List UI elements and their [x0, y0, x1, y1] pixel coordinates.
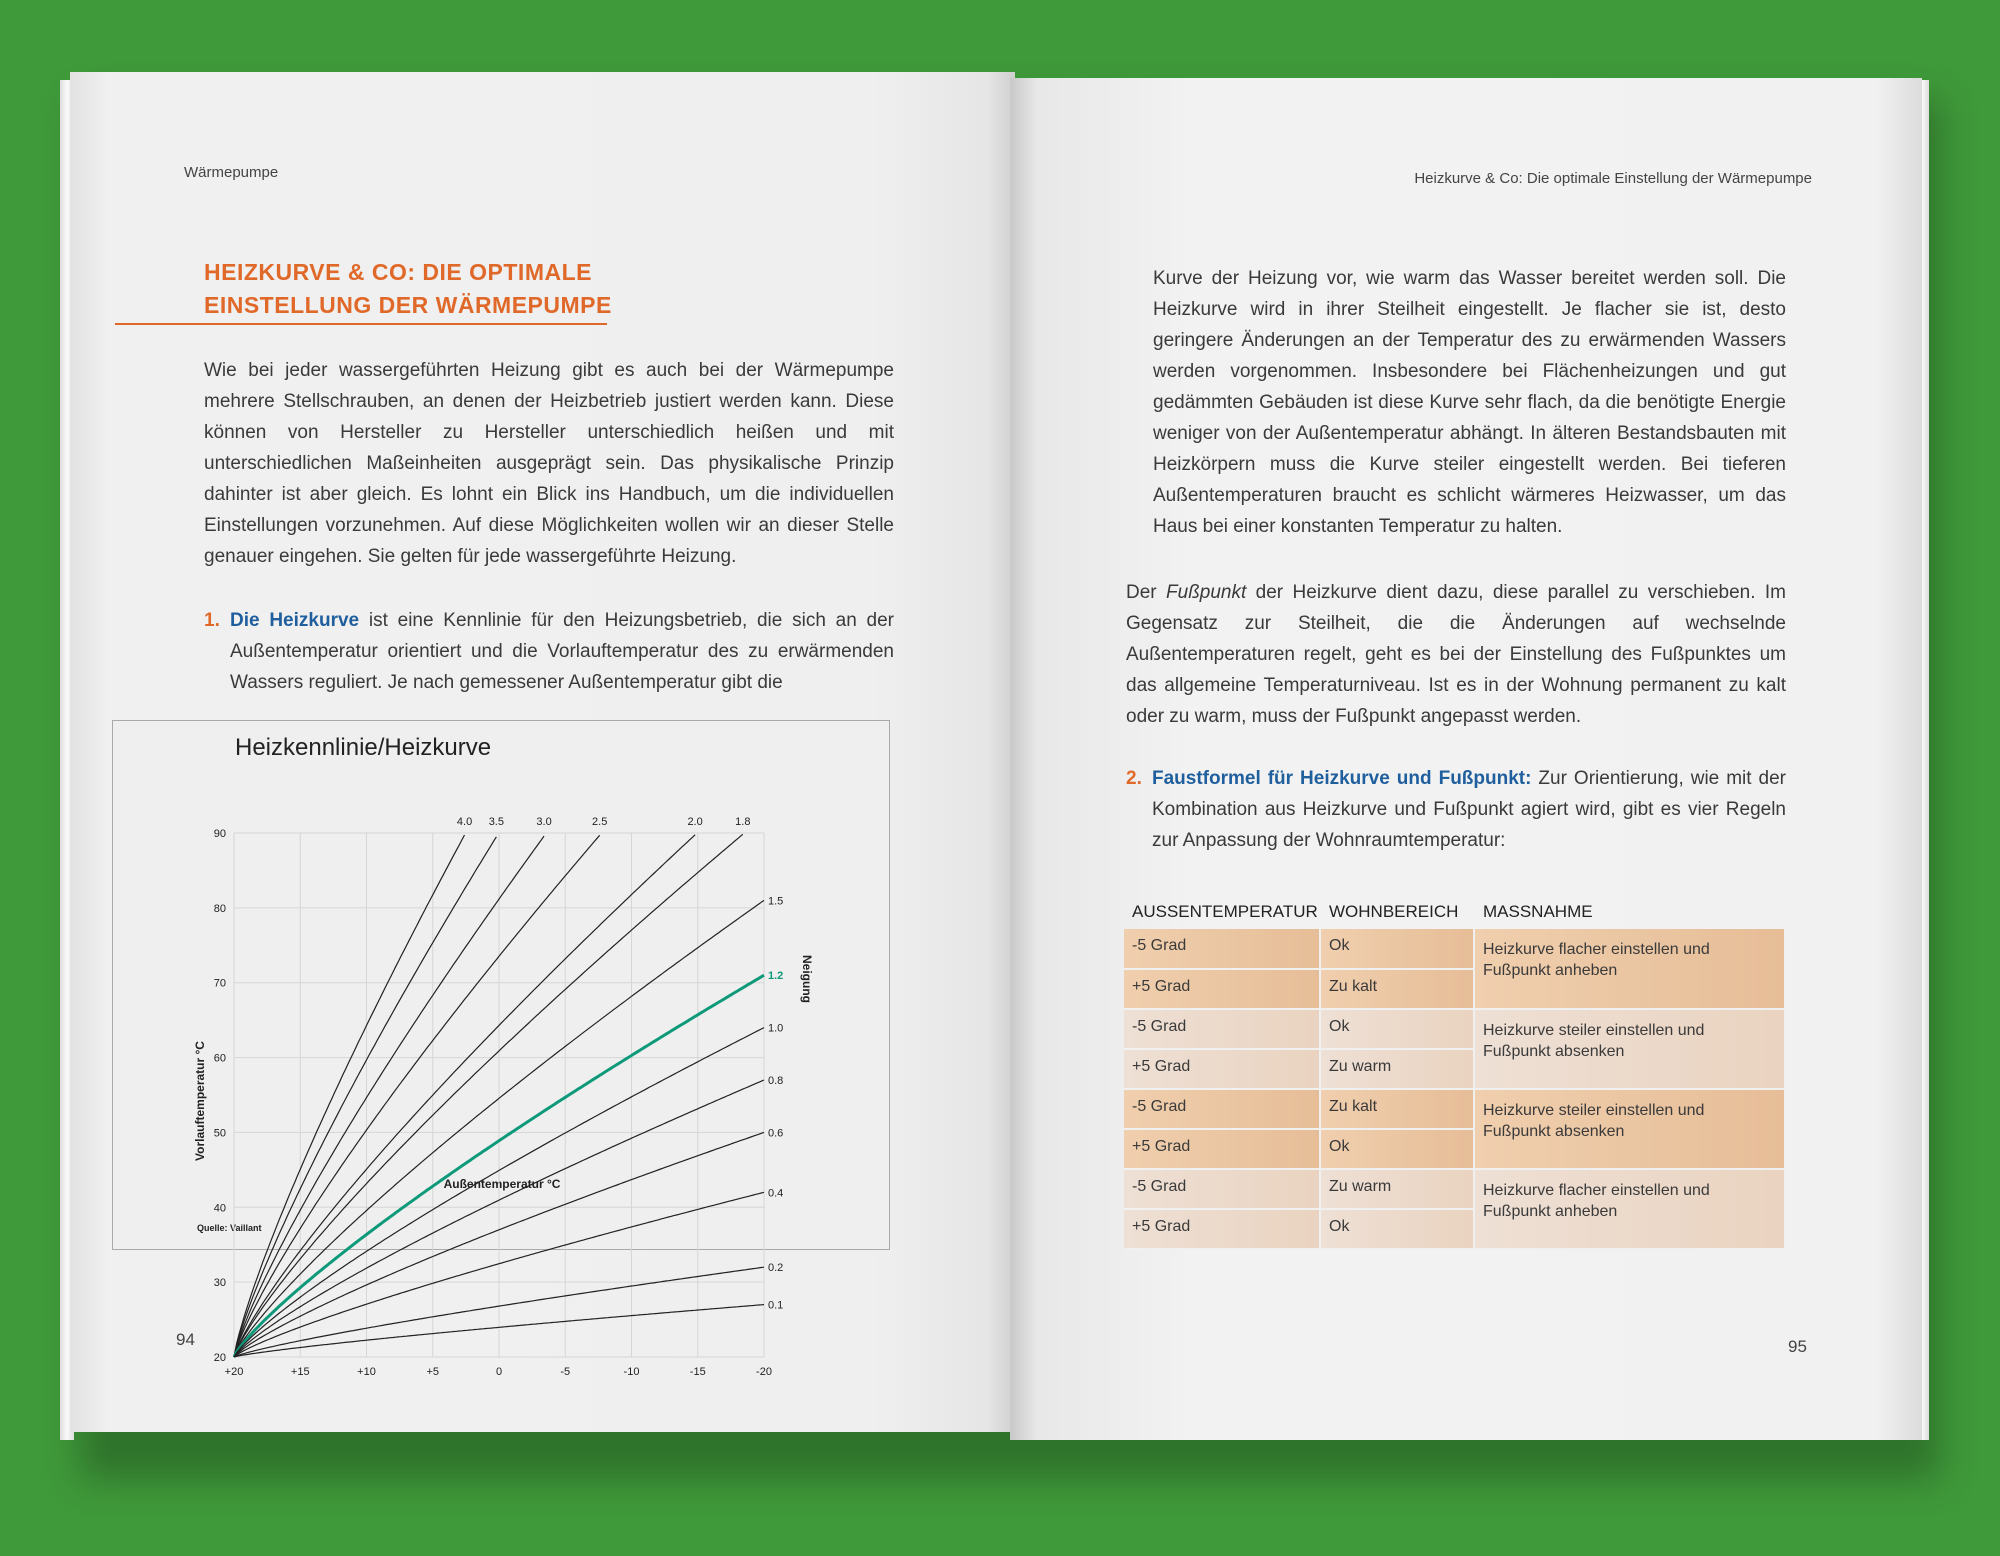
chart-source: Quelle: Vaillant [197, 1223, 262, 1233]
action-cell: Heizkurve steiler einstellen und Fußpunkt absenken [1474, 1009, 1785, 1089]
slope-label: 0.2 [768, 1262, 784, 1275]
emphasis: Fußpunkt [1166, 582, 1247, 603]
action-cell: Heizkurve flacher einstellen und Fußpunkt anheben [1474, 929, 1785, 1009]
living-area-cell: Ok [1320, 1129, 1474, 1169]
slope-label: 2.5 [592, 816, 608, 828]
slope-label: 1.8 [735, 816, 751, 828]
living-area-cell: Zu kalt [1320, 969, 1474, 1009]
x-tick-label: -15 [689, 1366, 706, 1378]
x-tick-label: +10 [357, 1366, 376, 1378]
slope-label: 0.1 [768, 1299, 784, 1312]
slope-label: 4.0 [456, 816, 473, 828]
list-item-1 [204, 605, 894, 698]
keyword: Faustformel für Heizkurve und Fußpunkt: [1152, 768, 1532, 789]
outside-temp-cell: -5 Grad [1124, 1089, 1320, 1129]
keyword: Die Heizkurve [230, 610, 360, 631]
living-area-cell: Zu warm [1320, 1169, 1474, 1209]
page-number-right: 95 [1788, 1337, 1807, 1356]
text: der Heizkurve dient dazu, diese parallel zu verschieben. Im Gegensatz zur Steilheit, die die Änderungen auf wechselnde Außentemperaturen regelt, geht es bei der Einstellung des Fußpunktes um das allgemeine Temperaturniveau. Ist es in der Wohnung permanent zu kalt oder zu warm, muss der Fußpunkt angepasst werden. [1126, 582, 1786, 727]
column-header: WOHNBEREICH [1329, 902, 1459, 921]
living-area-cell: Ok [1320, 929, 1474, 969]
x-tick-label: 0 [495, 1366, 503, 1378]
living-area-cell: Ok [1320, 1009, 1474, 1049]
living-area-cell: Ok [1320, 1209, 1474, 1249]
slope-axis-label: Neigung [800, 955, 814, 1003]
chart-title: Heizkennlinie/Heizkurve [235, 734, 492, 761]
outside-temp-cell: -5 Grad [1124, 1009, 1320, 1049]
y-tick-label: 20 [213, 1352, 226, 1364]
intro-paragraph: Wie bei jeder wassergeführten Heizung gibt es auch bei der Wärmepumpe mehrere Stellschrauben, an denen der Heizbetrieb justiert werden kann. Diese können von Hersteller zu Hersteller unterschiedlich heißen und mit unterschiedlichen Maßeinheiten ausgeprägt sein. Das physikalische Prinzip dahinter ist aber gleich. Es lohnt ein Blick ins Handbuch, um die individuellen Einstellungen vorzunehmen. Auf diese Möglichkeiten wollen wir an dieser Stelle genauer eingehen. Sie gelten für jede wassergeführte Heizung. [204, 360, 894, 567]
slope-label: 2.0 [687, 816, 703, 828]
x-tick-label: -5 [560, 1366, 571, 1378]
action-cell: Heizkurve steiler einstellen und Fußpunkt absenken [1474, 1089, 1785, 1169]
y-tick-label: 30 [213, 1277, 226, 1290]
column-header: AUSSENTEMPERATUR [1132, 902, 1318, 921]
slope-label: 1.2 [768, 970, 784, 983]
living-area-cell: Zu kalt [1320, 1089, 1474, 1129]
title-line-1: HEIZKURVE & CO: DIE OPTIMALE [204, 259, 592, 285]
y-tick-label: 90 [213, 828, 226, 840]
y-tick-label: 50 [213, 1127, 226, 1140]
chapter-title [204, 256, 612, 322]
rules-table [1124, 929, 1786, 1250]
running-head-right: Heizkurve & Co: Die optimale Einstellung der Wärmepumpe [1414, 170, 1812, 187]
slope-label: 1.0 [768, 1022, 784, 1035]
slope-label: 1.5 [768, 895, 784, 908]
outside-temp-cell: +5 Grad [1124, 1049, 1320, 1089]
table-row [1124, 1169, 1785, 1209]
action-cell: Heizkurve flacher einstellen und Fußpunkt anheben [1474, 1169, 1785, 1249]
table-row [1124, 1089, 1785, 1129]
table-row [1124, 1009, 1785, 1049]
slope-label: 0.4 [768, 1187, 784, 1200]
y-tick-label: 40 [213, 1202, 226, 1215]
column-header: MASSNAHME [1483, 902, 1593, 921]
slope-label: 3.5 [488, 816, 504, 828]
list-item-2 [1126, 763, 1786, 856]
title-underline [115, 323, 607, 325]
y-axis-label: Vorlauftemperatur °C [193, 1041, 207, 1161]
title-line-2: EINSTELLUNG DER WÄRMEPUMPE [204, 292, 612, 318]
x-tick-label: +20 [224, 1366, 244, 1378]
page-number-left: 94 [176, 1330, 195, 1349]
y-tick-label: 80 [213, 902, 226, 915]
slope-label: 0.6 [768, 1127, 784, 1140]
living-area-cell: Zu warm [1320, 1049, 1474, 1089]
list-text: ist eine Kennlinie für den Heizungsbetrieb, die sich an der Außentemperatur orientiert und die Vorlauftemperatur des zu erwärmenden Wassers reguliert. Je nach gemessener Außentemperatur gibt die [230, 610, 895, 693]
outside-temp-cell: +5 Grad [1124, 969, 1320, 1009]
outside-temp-cell: +5 Grad [1124, 1209, 1320, 1249]
paragraph-fusspunkt [1126, 577, 1786, 732]
x-tick-label: -10 [623, 1366, 640, 1378]
text: Der [1126, 582, 1167, 603]
x-tick-label: +5 [426, 1366, 440, 1378]
x-tick-label: +15 [290, 1366, 310, 1378]
paragraph-heizkurve: Kurve der Heizung vor, wie warm das Wasser bereitet werden soll. Die Heizkurve wird in ihrer Steilheit eingestellt. Je flacher sie ist, desto geringere Änderungen an der Temperatur des zu erwärmenden Wassers werden vorgenommen. Insbesondere bei Flächenheizungen und gut gedämmten Gebäuden ist diese Kurve sehr flach, da die benötigte Energie weniger von der Außentemperatur abhängt. In älteren Bestandsbauten mit Heizkörpern muss die Kurve steiler eingestellt werden. Bei tieferen Außentemperaturen braucht es schlicht wärmeres Heizwasser, um das Haus bei einer konstanten Temperatur zu halten. [1153, 268, 1786, 537]
running-head-left: Wärmepumpe [184, 164, 279, 181]
x-axis-label: Außentemperatur °C [443, 1177, 561, 1191]
list-number: 1. [204, 610, 220, 631]
x-tick-label: -20 [756, 1366, 772, 1378]
outside-temp-cell: -5 Grad [1124, 929, 1320, 969]
outside-temp-cell: -5 Grad [1124, 1169, 1320, 1209]
list-number: 2. [1126, 768, 1142, 789]
slope-label: 3.0 [536, 816, 552, 828]
slope-label: 0.8 [768, 1075, 784, 1088]
table-row [1124, 929, 1785, 969]
y-tick-label: 60 [213, 1052, 226, 1065]
y-tick-label: 70 [213, 977, 226, 990]
outside-temp-cell: +5 Grad [1124, 1129, 1320, 1169]
list-text: Zur Orientierung, wie mit der Kombination aus Heizkurve und Fußpunkt agiert wird, gibt es vier Regeln zur Anpassung der Wohnraumtemperatur: [1152, 768, 1787, 851]
